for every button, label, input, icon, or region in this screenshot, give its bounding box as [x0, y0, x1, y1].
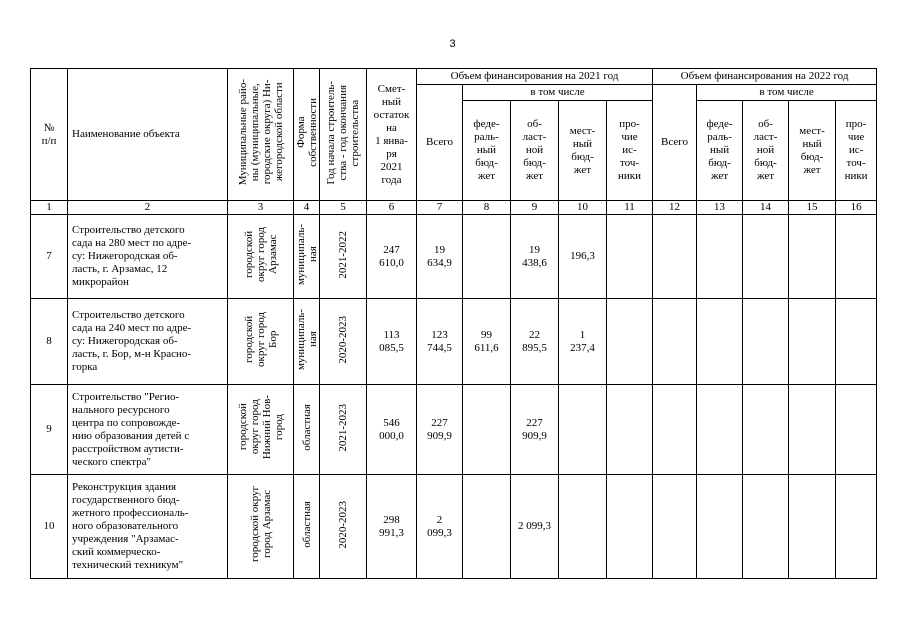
years: 2020-2023	[320, 475, 367, 579]
column-number: 11	[607, 201, 653, 215]
local-2021: 1 237,4	[559, 299, 607, 385]
federal-2022	[697, 475, 743, 579]
balance: 247 610,0	[367, 215, 417, 299]
total-2022	[653, 475, 697, 579]
header-federal-2022: феде- раль- ный бюд- жет	[697, 101, 743, 201]
column-number: 7	[417, 201, 463, 215]
total-2021: 19 634,9	[417, 215, 463, 299]
federal-2021: 99 611,6	[463, 299, 511, 385]
balance: 546 000,0	[367, 385, 417, 475]
column-number: 2	[68, 201, 228, 215]
header-other-2022: про- чие ис- точ- ники	[836, 101, 877, 201]
regional-2022	[743, 215, 789, 299]
total-2021: 2 099,3	[417, 475, 463, 579]
regional-2021: 19 438,6	[511, 215, 559, 299]
header-total-2021: Всего	[417, 85, 463, 201]
local-2021: 196,3	[559, 215, 607, 299]
table-row	[31, 215, 877, 299]
local-2022	[789, 299, 836, 385]
local-2022	[789, 215, 836, 299]
header-name: Наименование объекта	[68, 69, 228, 201]
header-years: Год начала строитель- ства - год окончания строительства	[320, 69, 367, 201]
column-number: 3	[228, 201, 294, 215]
ownership: муниципаль- ная	[294, 299, 320, 385]
column-number: 10	[559, 201, 607, 215]
table-row	[31, 475, 877, 579]
regional-2022	[743, 299, 789, 385]
header-including-2022: в том числе	[697, 85, 877, 101]
header-num: № п/п	[31, 69, 68, 201]
balance: 298 991,3	[367, 475, 417, 579]
column-number: 13	[697, 201, 743, 215]
header-regional-2022: об- ласт- ной бюд- жет	[743, 101, 789, 201]
total-2022	[653, 215, 697, 299]
column-number: 15	[789, 201, 836, 215]
regional-2021: 22 895,5	[511, 299, 559, 385]
local-2022	[789, 475, 836, 579]
column-number: 14	[743, 201, 789, 215]
federal-2021	[463, 475, 511, 579]
other-2022	[836, 299, 877, 385]
years: 2021-2023	[320, 385, 367, 475]
header-balance: Смет- ный остаток на 1 янва- ря 2021 года	[367, 69, 417, 201]
total-2022	[653, 385, 697, 475]
header-other-2021: про- чие ис- точ- ники	[607, 101, 653, 201]
header-regional-2021: об- ласт- ной бюд- жет	[511, 101, 559, 201]
regional-2021: 2 099,3	[511, 475, 559, 579]
header-federal-2021: феде- раль- ный бюд- жет	[463, 101, 511, 201]
regional-2021: 227 909,9	[511, 385, 559, 475]
object-name: Реконструкция здания государственного бюд- жетного профессиональ- ного образовательного учреждения "Арзамас- ский коммерческо- технический техникум"	[68, 475, 228, 579]
object-name: Строительство детского сада на 240 мест по адре- су: Нижегородская об- ласть, г. Бор, м-н Красно- горка	[68, 299, 228, 385]
local-2021	[559, 475, 607, 579]
other-2022	[836, 215, 877, 299]
other-2022	[836, 475, 877, 579]
page-number: 3	[449, 38, 456, 50]
header-local-2022: мест- ный бюд- жет	[789, 101, 836, 201]
other-2022	[836, 385, 877, 475]
column-number: 16	[836, 201, 877, 215]
ownership: областная	[294, 385, 320, 475]
balance: 113 085,5	[367, 299, 417, 385]
total-2022	[653, 299, 697, 385]
column-number: 12	[653, 201, 697, 215]
regional-2022	[743, 475, 789, 579]
local-2022	[789, 385, 836, 475]
object-name: Строительство детского сада на 280 мест по адре- су: Нижегородская об- ласть, г. Арзамас, 12 микрорайон	[68, 215, 228, 299]
header-fin-2022: Объем финансирования на 2022 год	[653, 69, 877, 85]
federal-2021	[463, 385, 511, 475]
federal-2022	[697, 299, 743, 385]
header-ownership: Форма собственности	[294, 69, 320, 201]
regional-2022	[743, 385, 789, 475]
column-number: 8	[463, 201, 511, 215]
local-2021	[559, 385, 607, 475]
row-num: 9	[31, 385, 68, 475]
column-number-row	[31, 201, 877, 215]
years: 2020-2023	[320, 299, 367, 385]
other-2021	[607, 475, 653, 579]
municipality: городской округ город Арзамас	[228, 475, 294, 579]
ownership: областная	[294, 475, 320, 579]
table-row	[31, 385, 877, 475]
ownership: муниципаль- ная	[294, 215, 320, 299]
federal-2021	[463, 215, 511, 299]
column-number: 6	[367, 201, 417, 215]
header-total-2022: Всего	[653, 85, 697, 201]
column-number: 1	[31, 201, 68, 215]
total-2021: 227 909,9	[417, 385, 463, 475]
header-fin-2021: Объем финансирования на 2021 год	[417, 69, 653, 85]
federal-2022	[697, 385, 743, 475]
municipality: городской округ город Нижний Нов- город	[228, 385, 294, 475]
municipality: городской округ город Бор	[228, 299, 294, 385]
other-2021	[607, 385, 653, 475]
row-num: 8	[31, 299, 68, 385]
total-2021: 123 744,5	[417, 299, 463, 385]
header-including-2021: в том числе	[463, 85, 653, 101]
other-2021	[607, 299, 653, 385]
other-2021	[607, 215, 653, 299]
financing-table	[30, 68, 877, 579]
header-municipality: Муниципальные райо- ны (муниципальные, городские округа) Ни- жегородской области	[228, 69, 294, 201]
years: 2021-2022	[320, 215, 367, 299]
header-local-2021: мест- ный бюд- жет	[559, 101, 607, 201]
municipality: городской округ город Арзамас	[228, 215, 294, 299]
column-number: 4	[294, 201, 320, 215]
column-number: 5	[320, 201, 367, 215]
column-number: 9	[511, 201, 559, 215]
row-num: 10	[31, 475, 68, 579]
table-row	[31, 299, 877, 385]
row-num: 7	[31, 215, 68, 299]
object-name: Строительство "Регио- нального ресурсного центра по сопровожде- нию образования детей с расстройством аутисти- ческого спектра"	[68, 385, 228, 475]
federal-2022	[697, 215, 743, 299]
